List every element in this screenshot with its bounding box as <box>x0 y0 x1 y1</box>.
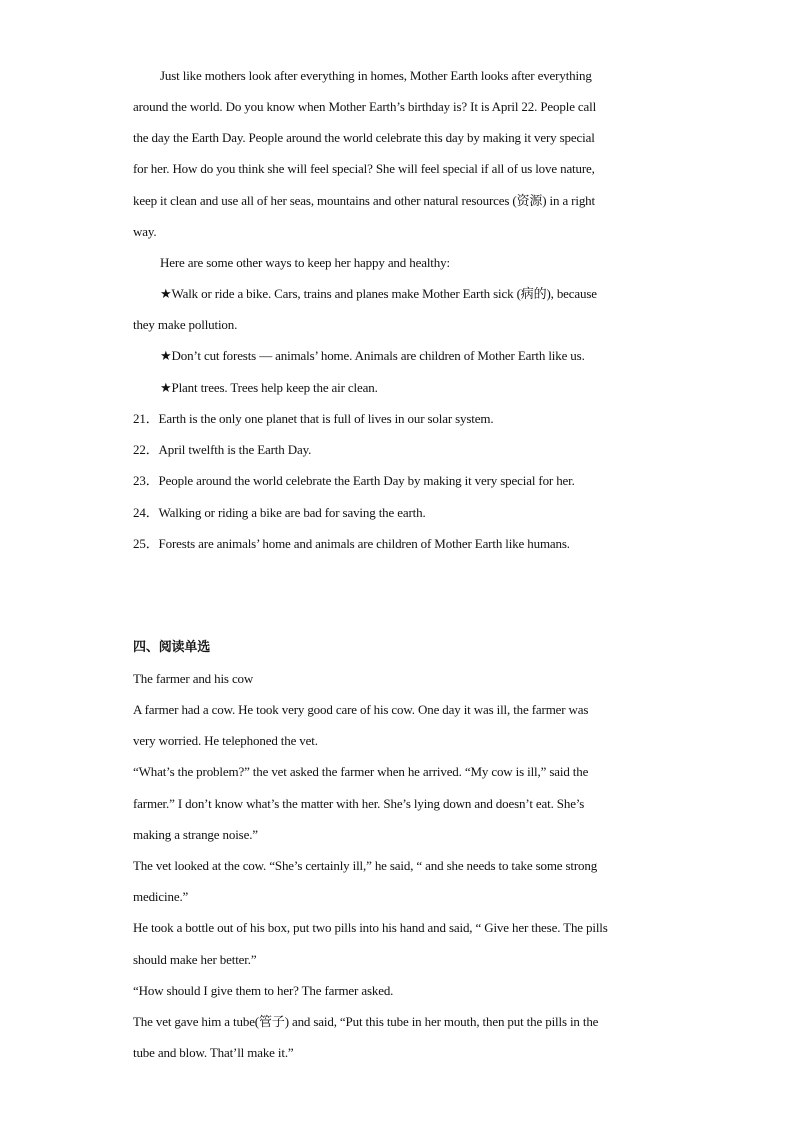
story-line: should make her better.” <box>133 952 257 967</box>
story-line: very worried. He telephoned the vet. <box>133 733 318 748</box>
passage-bullet: ★Don’t cut forests — animals’ home. Animals are children of Mother Earth like us. <box>160 348 585 363</box>
story-line: making a strange noise.” <box>133 827 258 842</box>
story-line: The vet looked at the cow. “She’s certainly ill,” he said, “ and she needs to take some strong <box>133 858 598 873</box>
passage-line: the day the Earth Day. People around the world celebrate this day by making it very special <box>133 130 595 145</box>
passage-bullet: ★Walk or ride a bike. Cars, trains and planes make Mother Earth sick (病的), because <box>160 286 597 301</box>
story-line: A farmer had a cow. He took very good care of his cow. One day it was ill, the farmer was <box>133 702 589 717</box>
passage-line: Just like mothers look after everything in homes, Mother Earth looks after everything <box>160 68 592 83</box>
story-line: medicine.” <box>133 889 189 904</box>
question-23: 23．People around the world celebrate the Earth Day by making it very special for her. <box>133 473 575 488</box>
question-24: 24．Walking or riding a bike are bad for saving the earth. <box>133 505 426 520</box>
story-line: The vet gave him a tube(管子) and said, “Put this tube in her mouth, then put the pills in the <box>133 1014 599 1029</box>
section-heading: 四、阅读单选 <box>133 640 211 655</box>
story-line: He took a bottle out of his box, put two pills into his hand and said, “ Give her these. The pills <box>133 920 608 935</box>
story-line: tube and blow. That’ll make it.” <box>133 1045 294 1060</box>
passage-line: they make pollution. <box>133 317 238 332</box>
question-21: 21．Earth is the only one planet that is full of lives in our solar system. <box>133 411 494 426</box>
passage-line: around the world. Do you know when Mother Earth’s birthday is? It is April 22. People call <box>133 99 597 114</box>
passage-line: way. <box>133 224 157 239</box>
question-25: 25．Forests are animals’ home and animals are children of Mother Earth like humans. <box>133 536 570 551</box>
story-line: “How should I give them to her? The farmer asked. <box>133 983 394 998</box>
question-22: 22．April twelfth is the Earth Day. <box>133 442 312 457</box>
passage-line: for her. How do you think she will feel special? She will feel special if all of us love nature, <box>133 161 595 176</box>
passage-bullet: ★Plant trees. Trees help keep the air clean. <box>160 380 378 395</box>
passage-line: keep it clean and use all of her seas, mountains and other natural resources (资源) in a right <box>133 193 595 208</box>
story-title: The farmer and his cow <box>133 671 254 686</box>
passage-line: Here are some other ways to keep her happy and healthy: <box>160 255 450 270</box>
story-line: farmer.” I don’t know what’s the matter with her. She’s lying down and doesn’t eat. She’s <box>133 796 585 811</box>
story-line: “What’s the problem?” the vet asked the farmer when he arrived. “My cow is ill,” said the <box>133 764 589 779</box>
